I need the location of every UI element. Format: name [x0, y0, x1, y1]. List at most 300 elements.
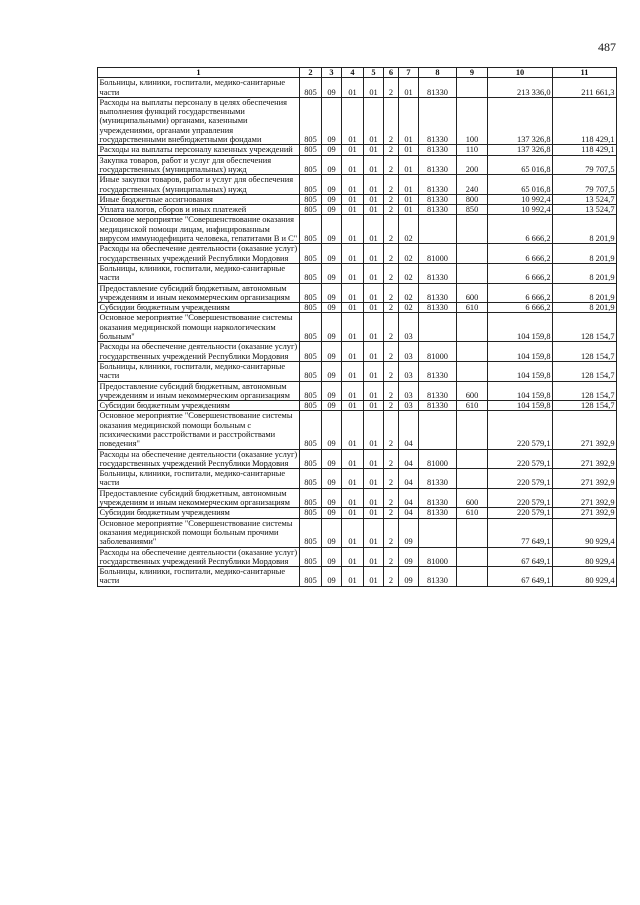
row-name-cell: Субсидии бюджетным учреждениям — [98, 303, 300, 313]
code-ministry-cell: 805 — [300, 567, 322, 587]
code-ministry-cell: 805 — [300, 215, 322, 244]
row-name-cell: Расходы на обеспечение деятельности (оказание услуг) государственных учреждений Республики Мордовия — [98, 547, 300, 567]
code-direction-cell: 81330 — [419, 263, 457, 283]
code-program-cell: 01 — [364, 205, 384, 215]
code-activity-cell: 02 — [399, 263, 419, 283]
code-subprogram-cell: 2 — [384, 244, 399, 264]
code-subsection-cell: 01 — [342, 205, 364, 215]
code-program-cell: 01 — [364, 469, 384, 489]
code-ministry-cell: 805 — [300, 145, 322, 155]
amount-year-2-cell: 8 201,9 — [553, 303, 617, 313]
code-subprogram-cell: 2 — [384, 469, 399, 489]
code-ministry-cell: 805 — [300, 194, 322, 204]
code-ministry-cell: 805 — [300, 518, 322, 547]
table-row — [98, 469, 617, 489]
column-header: 7 — [399, 68, 419, 78]
code-subsection-cell: 01 — [342, 78, 364, 98]
code-subprogram-cell: 2 — [384, 381, 399, 401]
amount-year-2-cell: 118 429,1 — [553, 97, 617, 144]
code-subprogram-cell: 2 — [384, 215, 399, 244]
code-direction-cell — [419, 518, 457, 547]
code-direction-cell: 81330 — [419, 401, 457, 411]
code-ministry-cell: 805 — [300, 547, 322, 567]
code-section-cell: 09 — [322, 303, 342, 313]
code-expense-type-cell — [457, 567, 488, 587]
code-subsection-cell: 01 — [342, 401, 364, 411]
code-subsection-cell: 01 — [342, 97, 364, 144]
code-direction-cell — [419, 313, 457, 342]
code-subprogram-cell: 2 — [384, 175, 399, 195]
row-name-cell: Предоставление субсидий бюджетным, автономным учреждениям и иным некоммерческим организациям — [98, 381, 300, 401]
amount-year-2-cell: 8 201,9 — [553, 263, 617, 283]
code-activity-cell: 04 — [399, 449, 419, 469]
column-header: 2 — [300, 68, 322, 78]
code-section-cell: 09 — [322, 263, 342, 283]
row-name-cell: Иные бюджетные ассигнования — [98, 194, 300, 204]
code-expense-type-cell — [457, 547, 488, 567]
code-expense-type-cell: 110 — [457, 145, 488, 155]
code-subsection-cell: 01 — [342, 449, 364, 469]
row-name-cell: Расходы на обеспечение деятельности (оказание услуг) государственных учреждений Республики Мордовия — [98, 342, 300, 362]
code-expense-type-cell: 240 — [457, 175, 488, 195]
code-program-cell: 01 — [364, 567, 384, 587]
amount-year-2-cell: 211 661,3 — [553, 78, 617, 98]
code-expense-type-cell: 600 — [457, 283, 488, 303]
amount-year-1-cell: 10 992,4 — [488, 194, 553, 204]
row-name-cell: Больницы, клиники, госпитали, медико-санитарные части — [98, 361, 300, 381]
amount-year-1-cell: 220 579,1 — [488, 411, 553, 449]
code-subprogram-cell: 2 — [384, 401, 399, 411]
code-section-cell: 09 — [322, 145, 342, 155]
row-name-cell: Предоставление субсидий бюджетным, автономным учреждениям и иным некоммерческим организациям — [98, 488, 300, 508]
code-program-cell: 01 — [364, 547, 384, 567]
table-row — [98, 313, 617, 342]
code-program-cell: 01 — [364, 381, 384, 401]
code-section-cell: 09 — [322, 381, 342, 401]
table-row — [98, 361, 617, 381]
code-subsection-cell: 01 — [342, 313, 364, 342]
code-expense-type-cell: 600 — [457, 488, 488, 508]
table-row — [98, 283, 617, 303]
amount-year-2-cell: 271 392,9 — [553, 449, 617, 469]
amount-year-1-cell: 104 159,8 — [488, 313, 553, 342]
code-expense-type-cell — [457, 342, 488, 362]
amount-year-2-cell: 128 154,7 — [553, 313, 617, 342]
code-subsection-cell: 01 — [342, 145, 364, 155]
amount-year-2-cell: 118 429,1 — [553, 145, 617, 155]
code-section-cell: 09 — [322, 449, 342, 469]
code-section-cell: 09 — [322, 215, 342, 244]
code-activity-cell: 09 — [399, 547, 419, 567]
amount-year-1-cell: 220 579,1 — [488, 508, 553, 518]
code-activity-cell: 01 — [399, 78, 419, 98]
code-ministry-cell: 805 — [300, 508, 322, 518]
table-row — [98, 155, 617, 175]
column-header: 11 — [553, 68, 617, 78]
code-ministry-cell: 805 — [300, 488, 322, 508]
table-row — [98, 547, 617, 567]
table-row — [98, 205, 617, 215]
code-subprogram-cell: 2 — [384, 145, 399, 155]
code-direction-cell: 81330 — [419, 97, 457, 144]
code-direction-cell: 81330 — [419, 175, 457, 195]
code-direction-cell: 81000 — [419, 547, 457, 567]
amount-year-1-cell: 6 666,2 — [488, 244, 553, 264]
table-body — [98, 78, 617, 586]
row-name-cell: Расходы на обеспечение деятельности (оказание услуг) государственных учреждений Республики Мордовия — [98, 244, 300, 264]
code-direction-cell: 81330 — [419, 194, 457, 204]
table-row — [98, 518, 617, 547]
code-activity-cell: 01 — [399, 205, 419, 215]
code-activity-cell: 04 — [399, 411, 419, 449]
table-row — [98, 449, 617, 469]
column-header: 6 — [384, 68, 399, 78]
code-direction-cell: 81000 — [419, 342, 457, 362]
code-program-cell: 01 — [364, 488, 384, 508]
code-ministry-cell: 805 — [300, 401, 322, 411]
code-section-cell: 09 — [322, 97, 342, 144]
code-direction-cell: 81330 — [419, 155, 457, 175]
code-expense-type-cell — [457, 78, 488, 98]
code-expense-type-cell: 100 — [457, 97, 488, 144]
code-ministry-cell: 805 — [300, 342, 322, 362]
code-expense-type-cell — [457, 518, 488, 547]
code-expense-type-cell — [457, 313, 488, 342]
amount-year-1-cell: 6 666,2 — [488, 263, 553, 283]
code-subsection-cell: 01 — [342, 263, 364, 283]
amount-year-2-cell: 128 154,7 — [553, 342, 617, 362]
amount-year-2-cell: 90 929,4 — [553, 518, 617, 547]
row-name-cell: Основное мероприятие "Совершенствование системы оказания медицинской помощи больным с психическими расстройствами и расстройствами поведения" — [98, 411, 300, 449]
code-program-cell: 01 — [364, 78, 384, 98]
code-program-cell: 01 — [364, 401, 384, 411]
table-row — [98, 263, 617, 283]
code-ministry-cell: 805 — [300, 175, 322, 195]
row-name-cell: Расходы на выплаты персоналу казенных учреждений — [98, 145, 300, 155]
code-expense-type-cell: 610 — [457, 508, 488, 518]
code-activity-cell: 03 — [399, 401, 419, 411]
table-row — [98, 78, 617, 98]
code-activity-cell: 02 — [399, 303, 419, 313]
code-ministry-cell: 805 — [300, 313, 322, 342]
code-ministry-cell: 805 — [300, 244, 322, 264]
code-direction-cell — [419, 411, 457, 449]
code-subsection-cell: 01 — [342, 303, 364, 313]
table-row — [98, 303, 617, 313]
code-expense-type-cell — [457, 263, 488, 283]
table-row — [98, 342, 617, 362]
code-subsection-cell: 01 — [342, 508, 364, 518]
row-name-cell: Основное мероприятие "Совершенствование системы оказания медицинской помощи наркологическим больным" — [98, 313, 300, 342]
column-header: 1 — [98, 68, 300, 78]
code-expense-type-cell — [457, 244, 488, 264]
code-direction-cell: 81330 — [419, 381, 457, 401]
code-direction-cell: 81000 — [419, 449, 457, 469]
code-ministry-cell: 805 — [300, 361, 322, 381]
amount-year-1-cell: 6 666,2 — [488, 283, 553, 303]
code-activity-cell: 03 — [399, 361, 419, 381]
amount-year-1-cell: 77 649,1 — [488, 518, 553, 547]
code-subprogram-cell: 2 — [384, 205, 399, 215]
table-row — [98, 488, 617, 508]
column-header: 4 — [342, 68, 364, 78]
code-section-cell: 09 — [322, 78, 342, 98]
code-subprogram-cell: 2 — [384, 313, 399, 342]
column-header: 9 — [457, 68, 488, 78]
code-activity-cell: 01 — [399, 97, 419, 144]
amount-year-1-cell: 137 326,8 — [488, 97, 553, 144]
table-row — [98, 508, 617, 518]
code-program-cell: 01 — [364, 145, 384, 155]
row-name-cell: Субсидии бюджетным учреждениям — [98, 508, 300, 518]
code-subprogram-cell: 2 — [384, 508, 399, 518]
code-section-cell: 09 — [322, 401, 342, 411]
amount-year-2-cell: 271 392,9 — [553, 488, 617, 508]
column-header: 3 — [322, 68, 342, 78]
code-program-cell: 01 — [364, 175, 384, 195]
column-header: 5 — [364, 68, 384, 78]
amount-year-2-cell: 80 929,4 — [553, 547, 617, 567]
row-name-cell: Больницы, клиники, госпитали, медико-санитарные части — [98, 469, 300, 489]
row-name-cell: Расходы на обеспечение деятельности (оказание услуг) государственных учреждений Республики Мордовия — [98, 449, 300, 469]
code-section-cell: 09 — [322, 313, 342, 342]
code-direction-cell — [419, 215, 457, 244]
code-subprogram-cell: 2 — [384, 155, 399, 175]
amount-year-2-cell: 13 524,7 — [553, 194, 617, 204]
row-name-cell: Больницы, клиники, госпитали, медико-санитарные части — [98, 78, 300, 98]
code-program-cell: 01 — [364, 342, 384, 362]
code-section-cell: 09 — [322, 547, 342, 567]
amount-year-1-cell: 213 336,0 — [488, 78, 553, 98]
code-ministry-cell: 805 — [300, 205, 322, 215]
amount-year-1-cell: 65 016,8 — [488, 155, 553, 175]
code-program-cell: 01 — [364, 449, 384, 469]
row-name-cell: Закупка товаров, работ и услуг для обеспечения государственных (муниципальных) нужд — [98, 155, 300, 175]
code-subsection-cell: 01 — [342, 244, 364, 264]
page-number: 487 — [598, 40, 616, 54]
code-program-cell: 01 — [364, 244, 384, 264]
code-subsection-cell: 01 — [342, 469, 364, 489]
code-section-cell: 09 — [322, 205, 342, 215]
table-row — [98, 567, 617, 587]
code-program-cell: 01 — [364, 518, 384, 547]
code-expense-type-cell: 800 — [457, 194, 488, 204]
code-section-cell: 09 — [322, 361, 342, 381]
table-row — [98, 145, 617, 155]
code-ministry-cell: 805 — [300, 283, 322, 303]
code-section-cell: 09 — [322, 488, 342, 508]
amount-year-2-cell: 271 392,9 — [553, 508, 617, 518]
table-row — [98, 244, 617, 264]
amount-year-2-cell: 8 201,9 — [553, 215, 617, 244]
amount-year-1-cell: 220 579,1 — [488, 488, 553, 508]
column-header: 10 — [488, 68, 553, 78]
amount-year-1-cell: 67 649,1 — [488, 567, 553, 587]
code-ministry-cell: 805 — [300, 155, 322, 175]
code-program-cell: 01 — [364, 508, 384, 518]
amount-year-1-cell: 137 326,8 — [488, 145, 553, 155]
code-subprogram-cell: 2 — [384, 78, 399, 98]
amount-year-2-cell: 128 154,7 — [553, 381, 617, 401]
code-ministry-cell: 805 — [300, 411, 322, 449]
code-ministry-cell: 805 — [300, 449, 322, 469]
code-program-cell: 01 — [364, 283, 384, 303]
amount-year-1-cell: 104 159,8 — [488, 342, 553, 362]
code-subprogram-cell: 2 — [384, 449, 399, 469]
code-subprogram-cell: 2 — [384, 283, 399, 303]
amount-year-1-cell: 220 579,1 — [488, 469, 553, 489]
amount-year-2-cell: 79 707,5 — [553, 175, 617, 195]
table-row — [98, 194, 617, 204]
code-section-cell: 09 — [322, 342, 342, 362]
code-activity-cell: 04 — [399, 508, 419, 518]
code-direction-cell: 81330 — [419, 361, 457, 381]
code-subprogram-cell: 2 — [384, 518, 399, 547]
code-activity-cell: 03 — [399, 381, 419, 401]
row-name-cell: Уплата налогов, сборов и иных платежей — [98, 205, 300, 215]
code-direction-cell: 81330 — [419, 469, 457, 489]
code-direction-cell: 81330 — [419, 508, 457, 518]
code-subsection-cell: 01 — [342, 361, 364, 381]
code-expense-type-cell: 610 — [457, 303, 488, 313]
row-name-cell: Расходы на выплаты персоналу в целях обеспечения выполнения функций государственными (муниципальными) органами, казенными учреждениями, органами управления государственными внебюджетными фондами — [98, 97, 300, 144]
code-activity-cell: 03 — [399, 342, 419, 362]
code-direction-cell: 81330 — [419, 145, 457, 155]
code-ministry-cell: 805 — [300, 381, 322, 401]
row-name-cell: Основное мероприятие "Совершенствование системы оказания медицинской помощи больным прочими заболеваниями" — [98, 518, 300, 547]
amount-year-1-cell: 10 992,4 — [488, 205, 553, 215]
code-program-cell: 01 — [364, 361, 384, 381]
code-section-cell: 09 — [322, 175, 342, 195]
code-subsection-cell: 01 — [342, 381, 364, 401]
code-activity-cell: 09 — [399, 567, 419, 587]
code-expense-type-cell: 200 — [457, 155, 488, 175]
row-name-cell: Основное мероприятие "Совершенствование оказания медицинской помощи лицам, инфицированным вирусом иммунодефицита человека, гепатитами В и С" — [98, 215, 300, 244]
code-subsection-cell: 01 — [342, 155, 364, 175]
code-expense-type-cell — [457, 361, 488, 381]
table-row — [98, 215, 617, 244]
amount-year-1-cell: 65 016,8 — [488, 175, 553, 195]
amount-year-1-cell: 104 159,8 — [488, 361, 553, 381]
code-ministry-cell: 805 — [300, 263, 322, 283]
code-program-cell: 01 — [364, 411, 384, 449]
code-expense-type-cell — [457, 469, 488, 489]
amount-year-1-cell: 104 159,8 — [488, 381, 553, 401]
code-activity-cell: 04 — [399, 488, 419, 508]
row-name-cell: Субсидии бюджетным учреждениям — [98, 401, 300, 411]
code-activity-cell: 01 — [399, 155, 419, 175]
code-section-cell: 09 — [322, 194, 342, 204]
code-subsection-cell: 01 — [342, 175, 364, 195]
code-direction-cell: 81330 — [419, 488, 457, 508]
code-section-cell: 09 — [322, 508, 342, 518]
code-section-cell: 09 — [322, 469, 342, 489]
row-name-cell: Предоставление субсидий бюджетным, автономным учреждениям и иным некоммерческим организациям — [98, 283, 300, 303]
code-expense-type-cell — [457, 449, 488, 469]
column-header: 8 — [419, 68, 457, 78]
budget-table — [97, 67, 617, 587]
table-header-row — [98, 68, 617, 78]
code-subsection-cell: 01 — [342, 547, 364, 567]
amount-year-1-cell: 67 649,1 — [488, 547, 553, 567]
code-program-cell: 01 — [364, 263, 384, 283]
row-name-cell: Больницы, клиники, госпитали, медико-санитарные части — [98, 263, 300, 283]
code-program-cell: 01 — [364, 313, 384, 342]
code-section-cell: 09 — [322, 518, 342, 547]
code-subsection-cell: 01 — [342, 194, 364, 204]
code-section-cell: 09 — [322, 155, 342, 175]
code-activity-cell: 02 — [399, 215, 419, 244]
code-ministry-cell: 805 — [300, 97, 322, 144]
amount-year-1-cell: 220 579,1 — [488, 449, 553, 469]
code-subprogram-cell: 2 — [384, 361, 399, 381]
code-subprogram-cell: 2 — [384, 303, 399, 313]
amount-year-2-cell: 8 201,9 — [553, 283, 617, 303]
code-activity-cell: 01 — [399, 194, 419, 204]
amount-year-2-cell: 8 201,9 — [553, 244, 617, 264]
code-subsection-cell: 01 — [342, 567, 364, 587]
table-row — [98, 175, 617, 195]
code-direction-cell: 81330 — [419, 303, 457, 313]
code-subprogram-cell: 2 — [384, 488, 399, 508]
code-direction-cell: 81330 — [419, 205, 457, 215]
code-subprogram-cell: 2 — [384, 411, 399, 449]
code-section-cell: 09 — [322, 567, 342, 587]
code-activity-cell: 03 — [399, 313, 419, 342]
code-activity-cell: 09 — [399, 518, 419, 547]
code-program-cell: 01 — [364, 155, 384, 175]
code-expense-type-cell: 610 — [457, 401, 488, 411]
code-program-cell: 01 — [364, 194, 384, 204]
code-subsection-cell: 01 — [342, 518, 364, 547]
amount-year-2-cell: 79 707,5 — [553, 155, 617, 175]
amount-year-2-cell: 13 524,7 — [553, 205, 617, 215]
row-name-cell: Больницы, клиники, госпитали, медико-санитарные части — [98, 567, 300, 587]
code-activity-cell: 01 — [399, 145, 419, 155]
code-subprogram-cell: 2 — [384, 194, 399, 204]
amount-year-1-cell: 6 666,2 — [488, 303, 553, 313]
code-subprogram-cell: 2 — [384, 567, 399, 587]
amount-year-1-cell: 6 666,2 — [488, 215, 553, 244]
amount-year-2-cell: 128 154,7 — [553, 361, 617, 381]
code-direction-cell: 81000 — [419, 244, 457, 264]
code-subsection-cell: 01 — [342, 411, 364, 449]
code-activity-cell: 01 — [399, 175, 419, 195]
table-row — [98, 411, 617, 449]
code-section-cell: 09 — [322, 244, 342, 264]
table-row — [98, 401, 617, 411]
code-subprogram-cell: 2 — [384, 263, 399, 283]
code-program-cell: 01 — [364, 303, 384, 313]
code-activity-cell: 02 — [399, 283, 419, 303]
code-section-cell: 09 — [322, 411, 342, 449]
table-row — [98, 97, 617, 144]
code-subprogram-cell: 2 — [384, 547, 399, 567]
amount-year-2-cell: 271 392,9 — [553, 411, 617, 449]
code-expense-type-cell — [457, 215, 488, 244]
code-subsection-cell: 01 — [342, 215, 364, 244]
code-expense-type-cell: 600 — [457, 381, 488, 401]
code-subsection-cell: 01 — [342, 283, 364, 303]
code-expense-type-cell: 850 — [457, 205, 488, 215]
code-program-cell: 01 — [364, 215, 384, 244]
code-subprogram-cell: 2 — [384, 342, 399, 362]
code-program-cell: 01 — [364, 97, 384, 144]
amount-year-2-cell: 80 929,4 — [553, 567, 617, 587]
code-direction-cell: 81330 — [419, 283, 457, 303]
code-expense-type-cell — [457, 411, 488, 449]
code-activity-cell: 02 — [399, 244, 419, 264]
